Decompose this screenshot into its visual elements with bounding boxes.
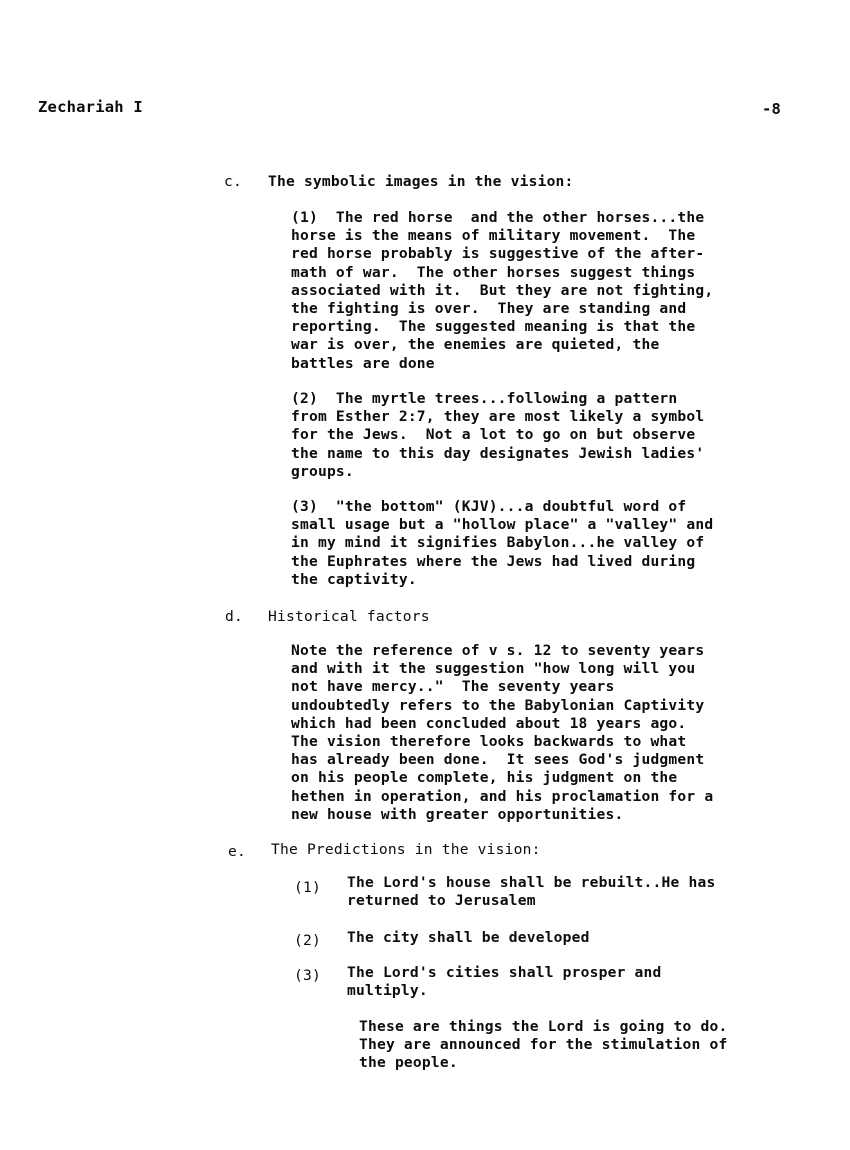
prediction-3-text: The Lord's cities shall prosper and multiply. [347, 964, 662, 1000]
closing-paragraph: These are things the Lord is going to do. They are announced for the stimulation of the people. [359, 1018, 728, 1072]
symbol-item-the-bottom: (3) "the bottom" (KJV)...a doubtful word of small usage but a "hollow place" a "valley" and in my mind it signifies Babylon...he valley of the Euphrates where the Jews had lived during the captivity. [291, 498, 714, 588]
prediction-1-number: (1) [294, 879, 321, 896]
symbol-item-red-horse: (1) The red horse and the other horses...the horse is the means of military movement. The red horse probably is suggestive of the after- math of war. The other horses suggest things associated with it. But they are not fighting, the fighting is over. They are standing and reporting. The suggested meaning is that the war is over, the enemies are quieted, the battles are done [291, 209, 714, 372]
section-e-heading: The Predictions in the vision: [271, 841, 541, 858]
historical-factors-body: Note the reference of v s. 12 to seventy years and with it the suggestion "how long will you not have mercy.." The seventy years undoubtedly refers to the Babylonian Captivity which had been concluded about 18 years ago. The vision therefore looks backwards to what has already been done. It sees God's judgment on his people complete, his judgment on the hethen in operation, and his proclamation for a new house with greater opportunities. [291, 642, 714, 823]
section-d-heading: Historical factors [268, 608, 430, 625]
symbol-item-myrtle-trees: (2) The myrtle trees...following a pattern from Esther 2:7, they are most likely a symbol for the Jews. Not a lot to go on but observe the name to this day designates Jewish ladies' groups. [291, 390, 705, 480]
section-c-heading: The symbolic images in the vision: [268, 173, 574, 190]
section-e-marker: e. [228, 843, 246, 860]
section-d-marker: d. [225, 608, 243, 625]
document-title: Zechariah I [38, 98, 143, 116]
prediction-1-text: The Lord's house shall be rebuilt..He has returned to Jerusalem [347, 874, 716, 910]
prediction-2-text: The city shall be developed [347, 929, 590, 946]
prediction-2-number: (2) [294, 932, 321, 949]
section-c-marker: c. [224, 173, 242, 190]
prediction-3-number: (3) [294, 967, 321, 984]
page-number: -8 [762, 100, 782, 118]
